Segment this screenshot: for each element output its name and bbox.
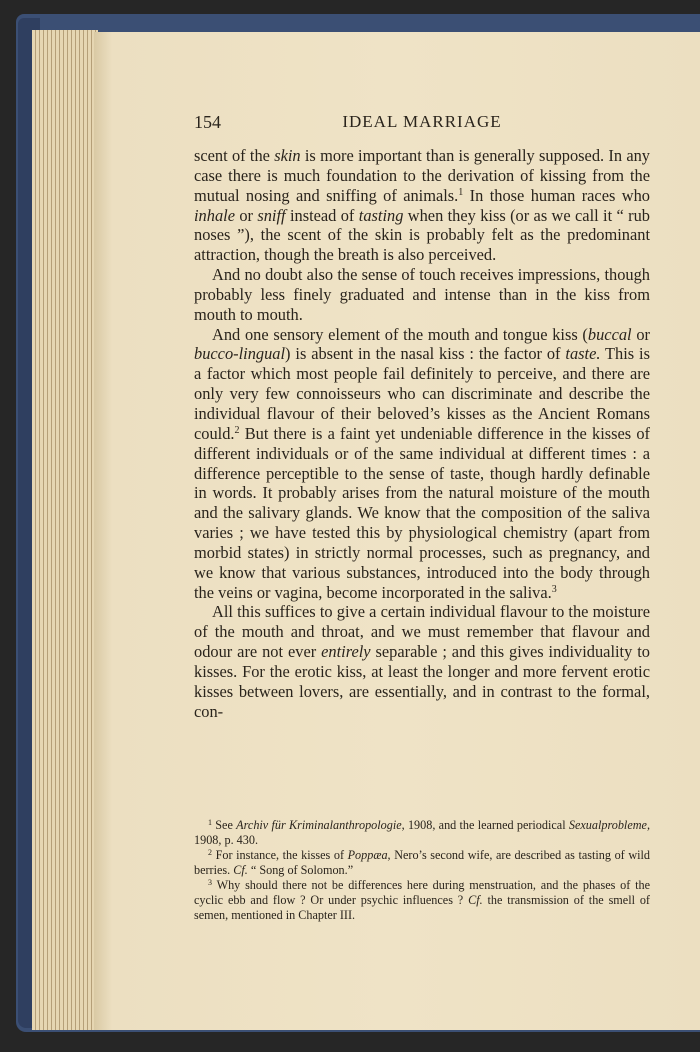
text-run: For instance, the kisses of: [212, 848, 348, 862]
text-run: 1908, and the learned periodical: [404, 818, 569, 832]
paragraph: [194, 265, 650, 325]
running-title: IDEAL MARRIAGE: [342, 112, 502, 131]
italic-text: Archiv für Kriminalanthropologie,: [236, 818, 405, 832]
italic-text: Poppæa,: [347, 848, 391, 862]
page-header: [194, 112, 650, 136]
text-run: or: [234, 205, 258, 225]
italic-text: tasting: [358, 205, 404, 225]
italic-text: Cf.: [233, 863, 248, 877]
italic-text: Cf.: [468, 893, 483, 907]
footnotes: [194, 818, 650, 923]
paragraph: [194, 602, 650, 721]
text-run: when they kiss (or as we call it “ rub noses ”), the scent of the skin is probably felt as the predominant attraction, though the breath is also perceived.: [194, 205, 650, 265]
italic-text: sniff: [257, 205, 286, 225]
footnote-marker: 2: [234, 424, 240, 436]
text-run: Why should there not be differences here during menstruation, and the phases of the cyclic ebb and flow ? Or under psychic influences ?: [194, 878, 650, 907]
footnote-marker: 1: [458, 186, 464, 198]
text-run: This is a factor which most people fail definitely to perceive, and there are only very few connoisseurs who can discriminate and describe the individual flavour of their beloved’s kisses as the Ancient Romans could.: [194, 344, 650, 443]
paragraph: [194, 325, 650, 603]
text-run: All this suffices to give a certain individual flavour to the moisture of the mouth and throat, and we must remember that flavour and odour are not ever: [194, 602, 650, 662]
text-run: instead of: [285, 205, 359, 225]
text-run: the transmission of the smell of semen, mentioned in Chapter III.: [194, 893, 650, 922]
italic-text: inhale: [194, 205, 235, 225]
footnote-marker: 1: [208, 818, 212, 827]
italic-text: Sexualprobleme,: [568, 818, 650, 832]
text-run: And one sensory element of the mouth and tongue kiss (: [212, 324, 588, 344]
italic-text: taste.: [565, 344, 601, 364]
text-run: is more important than is generally supposed. In any case there is much foundation to the derivation of kissing from the mutual nosing and sniffing of animals.: [194, 146, 650, 205]
text-run: “ Song of Solomon.”: [247, 863, 354, 877]
text-run: separable ; and this gives individuality to kisses. For the erotic kiss, at least the longer and more fervent erotic kisses between lovers, are essentially, and in contrast to the formal, con-: [194, 642, 650, 721]
text-run: And no doubt also the sense of touch receives impressions, though probably less finely graduated and intense than in the kiss from mouth to mouth.: [194, 265, 650, 324]
footnote-marker: 3: [208, 878, 212, 887]
text-run: But there is a faint yet undeniable difference in the kisses of different individuals or of the same individual at different times : a difference perceptible to the sense of taste, though hardly definable in words. It probably arises from the natural moisture of the mouth and the salivary glands. We know that the composition of the saliva varies ; we have tested this by physiological chemistry (apart from morbid states) in strictly normal processes, such as pregnancy, and we know that various substances, introduced into the body through the veins or vagina, become incorporated in the saliva.: [194, 423, 650, 602]
text-run: or: [631, 324, 650, 344]
text-run: Nero’s second wife, are described as tasting of wild berries.: [194, 848, 650, 877]
page-number: 154: [194, 112, 221, 132]
paragraph: [194, 146, 650, 265]
italic-text: bucco-lingual: [194, 344, 286, 364]
footnote: [194, 878, 650, 923]
italic-text: skin: [274, 146, 301, 165]
footnote-marker: 3: [551, 583, 557, 595]
text-run: See: [212, 818, 237, 832]
text-run: scent of the: [194, 146, 275, 165]
text-run: ) is absent in the nasal kiss : the factor of: [285, 344, 566, 364]
footnote: [194, 848, 650, 878]
footnote-marker: 2: [208, 848, 212, 857]
italic-text: entirely: [321, 642, 371, 662]
page-edges: [32, 30, 98, 1030]
text-run: 1908, p. 430.: [194, 833, 258, 847]
footnote: [194, 818, 650, 848]
text-run: In those human races who: [463, 185, 650, 205]
italic-text: buccal: [587, 324, 632, 344]
body-text: [194, 146, 650, 721]
